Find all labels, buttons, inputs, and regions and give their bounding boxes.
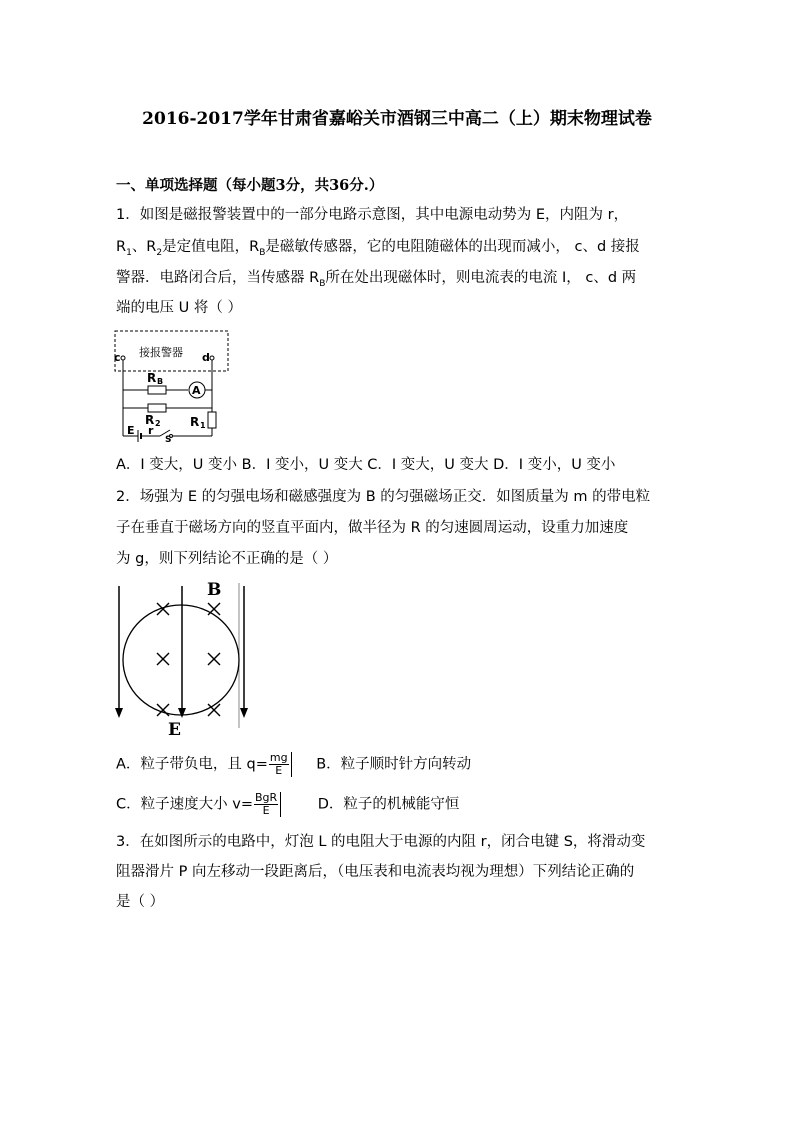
switch-label: S xyxy=(165,435,172,445)
alarm-label: 接报警器 xyxy=(139,346,183,359)
q3-line3: 是（ ） xyxy=(116,894,165,910)
q3-line1: 3．在如图所示的电路中，灯泡 L 的电阻大于电源的内阻 r，闭合电键 S，将滑动变 xyxy=(116,834,646,850)
alarm-circuit-diagram xyxy=(112,328,234,446)
q1-line3: 警器．电路闭合后，当传感器 $R_B$所在处出现磁体时，则电流表的电流 I， c、d 两 xyxy=(116,270,637,289)
q2-line3: 为 g，则下列结论不正确的是（ ） xyxy=(116,551,338,567)
q2-options-cd: C．粒子速度大小 v= $\frac{\text{BgR}}{E}$ D．粒子的机械能守恒 xyxy=(116,791,460,817)
q2-line1: 2．场强为 E 的匀强电场和磁感强度为 B 的匀强磁场正交．如图质量为 m 的带电粒 xyxy=(116,489,651,505)
page-title: 2016-2017学年甘肃省嘉峪关市酒钢三中高二（上）期末物理试卷 xyxy=(142,109,652,129)
field-diagram xyxy=(112,578,254,738)
q1-options: A．I 变大，U 变小 B．I 变小，U 变大 C．I 变大，U 变大 D．I 变小，U 变小 xyxy=(116,457,616,473)
ammeter-label: A xyxy=(192,384,201,397)
svg-text:2: 2 xyxy=(155,419,161,428)
terminal-c-label: c xyxy=(114,351,121,364)
r1-label: R xyxy=(190,415,200,429)
q1-line2: $R_1$、$R_2$是定值电阻，$R_B$是磁敏传感器，它的电阻随磁体的出现而减小， c、d 接报 xyxy=(116,239,640,258)
internal-r-label: r xyxy=(148,424,154,437)
b-field-label: B xyxy=(207,580,222,600)
section-heading: 一、单项选择题（每小题3分，共36分.） xyxy=(116,177,384,194)
q3-line2: 阻器滑片 P 向左移动一段距离后，（电压表和电流表均视为理想）下列结论正确的 xyxy=(116,864,635,880)
emf-label: E xyxy=(127,424,135,437)
svg-text:1: 1 xyxy=(200,421,206,430)
q2-line2: 子在垂直于磁场方向的竖直平面内，做半径为 R 的匀速圆周运动，设重力加速度 xyxy=(116,520,629,536)
terminal-d-label: d xyxy=(202,351,210,364)
q1-line1: 1．如图是磁报警装置中的一部分电路示意图，其中电源电动势为 E，内阻为 r， xyxy=(116,207,629,223)
rb-label: R xyxy=(147,371,157,385)
e-field-label: E xyxy=(168,720,181,738)
r2-label: R xyxy=(145,413,155,427)
q2-options-ab: A．粒子带负电，且 q= $\frac{mg}{E}$ B．粒子顺时针方向转动 xyxy=(116,751,472,777)
svg-text:B: B xyxy=(157,377,164,386)
fraction-bgr-over-e: $\frac{\text{BgR}}{E}$ xyxy=(254,792,281,817)
fraction-mg-over-e: $\frac{mg}{E}$ xyxy=(269,752,292,777)
q1-line4: 端的电压 U 将（ ） xyxy=(116,300,242,316)
